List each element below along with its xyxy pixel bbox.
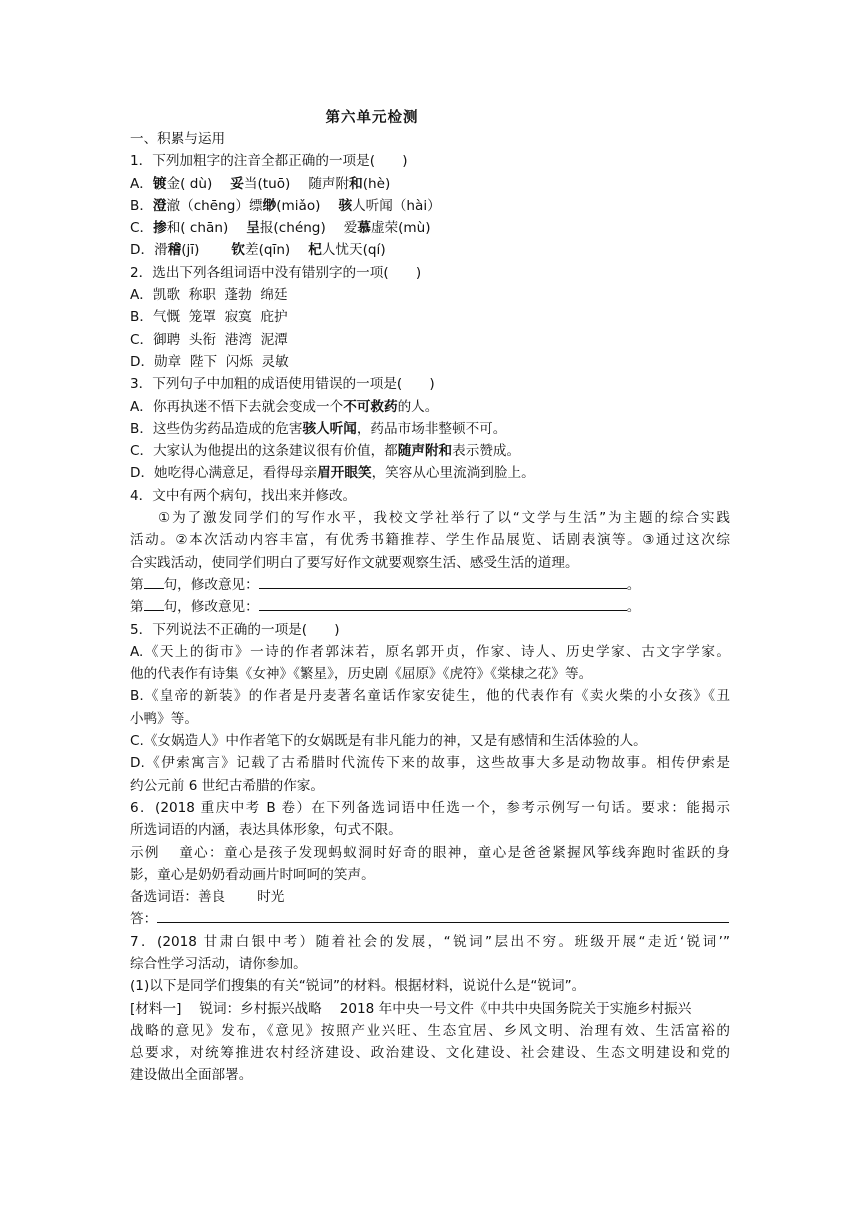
question-7-stem-cont: 综合性学习活动，请你参加。 xyxy=(130,955,307,972)
question-3-option-c: C．大家认为他提出的这条建议很有价值，都随声附和表示赞成。 xyxy=(130,443,521,460)
question-4-answer-line-1: 第 句，修改意见： 。 xyxy=(130,574,730,596)
question-3-stem: 3．下列句子中加粗的成语使用错误的一项是( ) xyxy=(130,376,435,393)
question-5-option-d: D.《伊索寓言》记载了古希腊时代流传下来的故事，这些故事大多是动物故事。相传伊索是 xyxy=(130,755,730,772)
question-1-stem: 1．下列加粗字的注音全都正确的一项是( ) xyxy=(130,153,408,170)
question-5-option-c: C.《女娲造人》中作者笔下的女娲既是有非凡能力的神，又是有感情和生活体验的人。 xyxy=(130,733,647,750)
question-6-example-cont: 影，童心是奶奶看动画片时呵呵的笑声。 xyxy=(130,866,375,883)
question-1-option-c: C．掺和( chān) 呈报(chéng) 爱慕虚荣(mù) xyxy=(130,220,431,237)
question-7-material-1: [材料一] 锐词：乡村振兴战略 2018 年中央一号文件《中共中央国务院关于实施乡村振兴 xyxy=(130,1000,692,1017)
question-1-option-d: D．滑稽(jī) 钦差(qīn) 杞人忧天(qí) xyxy=(130,242,386,259)
question-7-material-line: 建设做出全面部署。 xyxy=(130,1067,253,1084)
question-5-option-a-cont: 他的代表作有诗集《女神》《繁星》，历史剧《屈原》《虎符》《棠棣之花》等。 xyxy=(130,666,593,683)
question-5-option-b-cont: 小鸭》等。 xyxy=(130,710,198,727)
question-6-word-choices: 备选词语：善良 时光 xyxy=(130,889,285,906)
question-4-passage-line: 合实践活动，使同学们明白了要写好作文就要观察生活、感受生活的道理。 xyxy=(130,554,579,571)
question-5-option-a: A.《天上的街市》一诗的作者郭沫若，原名郭开贞，作家、诗人、历史学家、古文字学家。 xyxy=(130,643,730,660)
question-3-option-b: B．这些伪劣药品造成的危害骇人听闻，药品市场非整顿不可。 xyxy=(130,420,507,437)
question-2-stem: 2．选出下列各组词语中没有错别字的一项( ) xyxy=(130,264,422,281)
section-heading: 一、积累与运用 xyxy=(130,131,226,147)
question-1-option-a: A．镀金( dù) 妥当(tuō) 随声附和(hè) xyxy=(130,175,391,192)
question-1-option-b: B．澄澈（chēng）缥缈(miǎo) 骇人听闻（hài） xyxy=(130,197,441,214)
question-7-material-line: 总要求，对统筹推进农村经济建设、政治建设、文化建设、社会建设、生态文明建设和党的 xyxy=(130,1045,730,1062)
question-3-option-a: A．你再执迷不悟下去就会变成一个不可救药的人。 xyxy=(130,398,439,415)
question-6-stem: 6．(2018 重庆中考 B 卷）在下列备选词语中任选一个，参考示例写一句话。要求：能揭示 xyxy=(130,799,730,816)
question-6-answer-line: 答： xyxy=(130,908,730,930)
question-5-option-d-cont: 约公元前 6 世纪古希腊的作家。 xyxy=(130,777,325,794)
page-title: 第六单元检测 xyxy=(325,110,419,126)
question-4-answer-line-2: 第 句，修改意见： 。 xyxy=(130,596,730,618)
question-2-option-a: A．凯歌 称职 蓬勃 绵廷 xyxy=(130,287,288,304)
question-4-passage-line: 活动。②本次活动内容丰富，有优秀书籍推荐、学生作品展览、话剧表演等。③通过这次综 xyxy=(130,532,730,549)
question-5-stem: 5．下列说法不正确的一项是( ) xyxy=(130,621,340,638)
document-body xyxy=(130,128,730,1087)
question-4-stem: 4．文中有两个病句，找出来并修改。 xyxy=(130,487,357,504)
question-5-option-b: B.《皇帝的新装》的作者是丹麦著名童话作家安徒生，他的代表作有《卖火柴的小女孩》《丑 xyxy=(130,688,730,705)
question-6-example: 示例 童心：童心是孩子发现蚂蚁洞时好奇的眼神，童心是爸爸紧握风筝线奔跑时雀跃的身 xyxy=(130,844,731,861)
question-6-stem-cont: 所选词语的内涵，表达具体形象，句式不限。 xyxy=(130,822,402,839)
question-4-passage-line: ①为了激发同学们的写作水平，我校文学社举行了以“文学与生活”为主题的综合实践 xyxy=(158,510,730,527)
question-2-option-b: B．气慨 笼罩 寂寞 庇护 xyxy=(130,309,288,326)
question-2-option-d: D．勋章 陛下 闪烁 灵敏 xyxy=(130,353,289,370)
question-3-option-d: D．她吃得心满意足，看得母亲眉开眼笑，笑容从心里流淌到脸上。 xyxy=(130,465,535,482)
question-2-option-c: C．御聘 头衔 港湾 泥潭 xyxy=(130,331,288,348)
question-7-subquestion-1: (1)以下是同学们搜集的有关“锐词”的材料。根据材料，说说什么是“锐词”。 xyxy=(130,978,586,995)
question-7-stem: 7．(2018 甘肃白银中考）随着社会的发展，“锐词”层出不穷。班级开展“走近‘锐词’” xyxy=(130,933,730,950)
question-7-material-line: 战略的意见》发布，《意见》按照产业兴旺、生态宜居、乡风文明、治理有效、生活富裕的 xyxy=(130,1022,730,1039)
